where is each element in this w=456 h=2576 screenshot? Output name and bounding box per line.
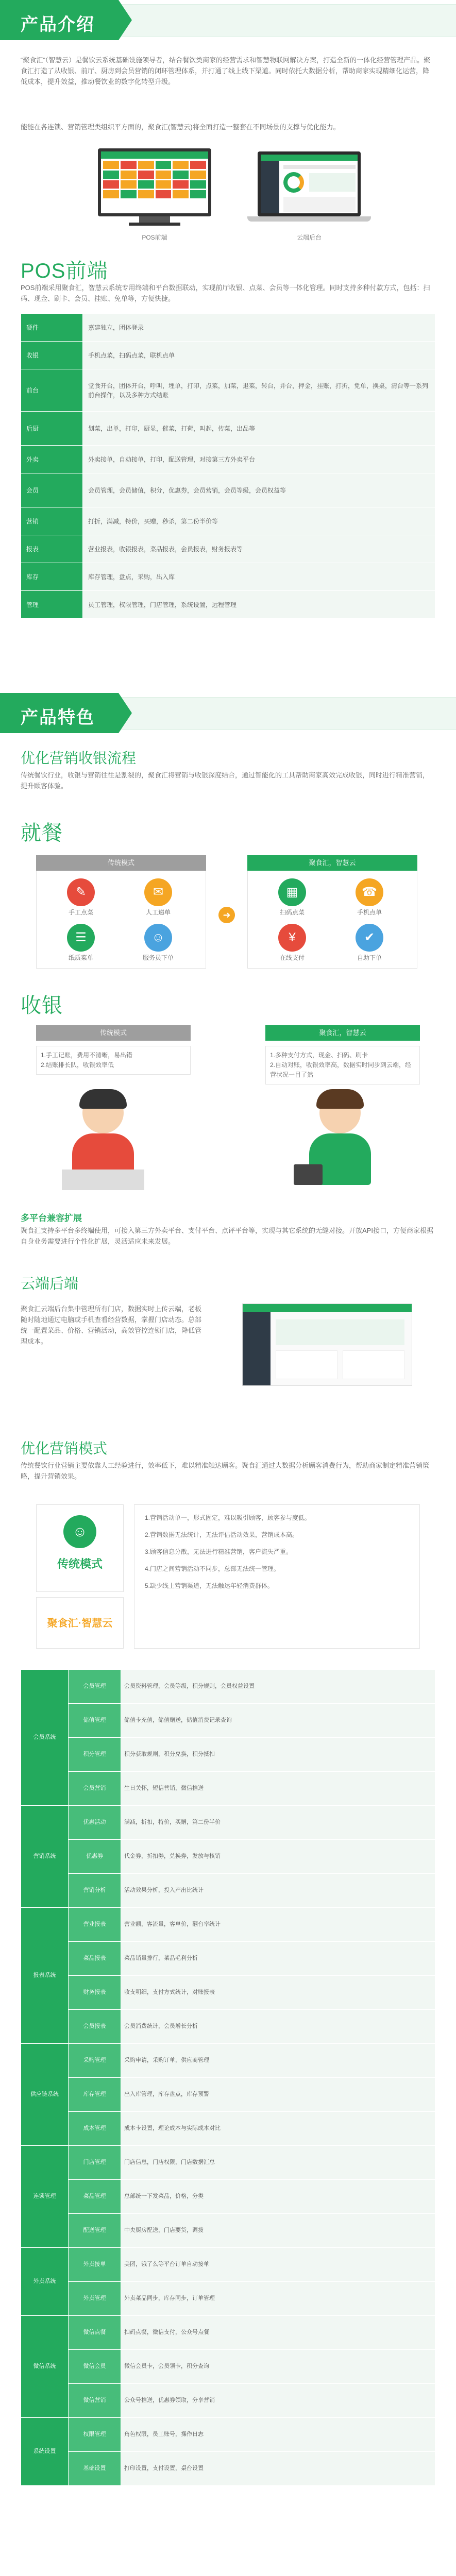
pos-table-row [21,535,435,563]
old-cashier-text: 1.手工记账，费用不清晰，易出错 2.结账排长队，收银效率低 [36,1046,191,1075]
module-group: 外卖系统 [21,2248,69,2316]
module-row [21,2248,435,2282]
module-detail: 门店信息，门店权限，门店数据汇总 [121,2146,435,2180]
pos-terminal-image [88,146,222,229]
pen-icon: ✎ [67,878,95,906]
section-title: 产品介绍 [21,15,95,35]
module-row [21,1840,435,1874]
yuan-icon: ¥ [278,924,306,952]
dining-label: 手机点单 [357,909,382,916]
old-mode-badge [36,1504,124,1592]
marketing-title: 优化营销模式 [21,1440,108,1456]
module-row [21,2350,435,2384]
person-icon: ☺ [144,924,172,952]
module-detail: 微信会员卡，会员领卡，积分查询 [121,2350,435,2384]
cloud-title: 云端后端 [21,1276,79,1292]
row-key: 前台 [21,369,83,412]
dining-label: 在线支付 [279,954,305,961]
module-name: 外卖管理 [69,2282,121,2316]
row-key: 会员 [21,473,83,507]
row-value: 员工管理，权限管理，门店管理，系统设置，远程管理 [83,591,435,619]
row-key: 外卖 [21,446,83,473]
module-group: 连锁管理 [21,2146,69,2248]
row-value: 外卖接单，自动接单，打印，配送管理，对接第三方外卖平台 [83,446,435,473]
multi-platform-description: 聚食汇支持多平台多终端使用，可接入第三方外卖平台、支付平台、点评平台等，实现与其它系统的无缝对接。开放API接口，方便商家根据自身业务需要进行个性化扩展，灵活适应未来发展。 [21,1227,433,1245]
pain-point: 4.门店之间营销活动不同步，总部无法统一管理。 [145,1565,280,1572]
pos-table-row [21,314,435,342]
image-caption: 云端后台 [296,234,322,241]
module-detail: 采购申请，采购订单，供应商管理 [121,2044,435,2078]
module-group: 报表系统 [21,1908,69,2044]
brand-logo-text: 聚食汇·智慧云 [47,1618,113,1629]
dining-title: 就餐 [21,822,63,844]
row-key: 报表 [21,535,83,563]
row-key: 后厨 [21,412,83,446]
module-detail: 积分获取规则，积分兑换，积分抵扣 [121,1738,435,1772]
stressed-cashier-illustration [62,1092,144,1190]
module-row [21,2316,435,2350]
module-detail: 营业额，客流量，客单价，翻台率统计 [121,1908,435,1942]
module-detail: 会员消费统计，会员增长分析 [121,2010,435,2044]
new-cashier-text: 1.多种支付方式，现金、扫码、刷卡 2.自动对账，收银效率高，数据实时同步到云端，经营状况一目了然 [265,1046,420,1084]
pos-description: POS前端采用聚食汇，智慧云系统专用终端和平台数据联动，实现前厅收银、点菜、会员等一体化管理。同时支持多种付款方式，包括：扫码、现金、刷卡、会员、挂账、免单等，方便快捷。 [21,284,430,302]
module-name: 基础设置 [69,2452,121,2486]
module-detail: 收支明细，支付方式统计，对账报表 [121,1976,435,2010]
new-mode-header: 聚食汇，智慧云 [247,855,417,871]
module-name: 权限管理 [69,2418,121,2452]
module-name: 会员报表 [69,2010,121,2044]
pos-table-row [21,412,435,446]
module-table [21,1669,435,2486]
module-row [21,2146,435,2180]
row-value: 库存管理，盘点，采购，出入库 [83,563,435,591]
module-name: 采购管理 [69,2044,121,2078]
qr-code-icon: ▦ [278,878,306,906]
module-row [21,2078,435,2112]
envelope-icon: ✉ [144,878,172,906]
module-name: 营业报表 [69,1908,121,1942]
module-detail: 外卖菜品同步，库存同步，订单管理 [121,2282,435,2316]
pain-point: 1.营销活动单一，形式固定，难以吸引顾客，顾客参与度低。 [145,1514,311,1521]
module-row [21,2112,435,2146]
module-row [21,1806,435,1840]
module-name: 菜品报表 [69,1942,121,1976]
module-detail: 满减，折扣，特价，买赠，第二份半价 [121,1806,435,1840]
module-name: 积分管理 [69,1738,121,1772]
module-detail: 生日关怀，短信营销，微信推送 [121,1772,435,1806]
module-name: 财务报表 [69,1976,121,2010]
module-detail: 公众号推送，优惠券领取，分享营销 [121,2384,435,2418]
module-detail: 菜品销量排行，菜品毛利分析 [121,1942,435,1976]
pos-table-row [21,446,435,473]
dining-label: 服务员下单 [142,954,174,961]
section-title: 产品特色 [21,708,95,727]
module-detail: 储值卡充值，储值赠送，储值消费记录查询 [121,1704,435,1738]
row-value: 划菜，出单，打印，厨显，催菜，打荷，叫起，传菜，出品等 [83,412,435,446]
module-row [21,2282,435,2316]
intro-paragraph-2: 能能在各连锁、营销管理类组织平方面的，聚食汇(智慧云)将全面打造一整套在不同场景的支撑与优化能力。 [21,123,340,131]
row-value: 嘉建独立，团体登录 [83,314,435,342]
row-key: 收银 [21,342,83,369]
new-mode-header: 聚食汇，智慧云 [265,1025,420,1041]
row-key: 硬件 [21,314,83,342]
module-detail: 出入库管理，库存盘点，库存预警 [121,2078,435,2112]
module-name: 库存管理 [69,2078,121,2112]
module-name: 外卖接单 [69,2248,121,2282]
module-row [21,2010,435,2044]
row-value: 打折，满减，特价，买赠，秒杀，第二份半价等 [83,507,435,535]
advantage-title: 优化营销收银流程 [21,750,137,766]
module-detail: 成本卡设置，理论成本与实际成本对比 [121,2112,435,2146]
pain-point: 3.顾客信息分散，无法进行精准营销，客户流失严重。 [145,1548,293,1555]
module-row [21,1738,435,1772]
module-row [21,1976,435,2010]
dining-label: 人工递单 [145,909,171,916]
module-detail: 扫码点餐，微信支付，公众号点餐 [121,2316,435,2350]
module-row [21,1772,435,1806]
row-key: 库存 [21,563,83,591]
module-name: 优惠券 [69,1840,121,1874]
module-row [21,1670,435,1704]
pos-table-row [21,369,435,412]
module-name: 成本管理 [69,2112,121,2146]
module-row [21,1704,435,1738]
new-mode-badge [36,1597,124,1649]
pos-title: POS前端 [21,260,108,282]
image-caption: POS前端 [142,234,167,241]
pos-table-row [21,507,435,535]
module-row [21,2452,435,2486]
module-name: 会员管理 [69,1670,121,1704]
pos-table-row [21,342,435,369]
module-name: 优惠活动 [69,1806,121,1840]
arrow-right-icon: ➜ [218,907,235,923]
module-name: 营销分析 [69,1874,121,1908]
pos-table-row [21,591,435,619]
module-row [21,2384,435,2418]
dining-label: 自助下单 [357,954,382,961]
cloud-description: 聚食汇云端后台集中管理所有门店，数据实时上传云端，老板随时随地通过电脑或手机查看经营数据，掌握门店动态。总部统一配置菜品、价格、营销活动，高效管控连锁门店，降低管理成本。 [21,1305,202,1345]
module-detail: 打印设置，支付设置，桌台设置 [121,2452,435,2486]
module-group: 会员系统 [21,1670,69,1806]
marketing-pain-points [134,1504,420,1649]
module-name: 微信营销 [69,2384,121,2418]
row-key: 营销 [21,507,83,535]
module-row [21,1874,435,1908]
pos-table-row [21,473,435,507]
old-mode-header: 传统模式 [36,855,206,871]
old-mode-label: 传统模式 [57,1557,103,1570]
module-row [21,2214,435,2248]
check-icon: ✔ [356,924,383,952]
module-detail: 总部统一下发菜品，价格，分类 [121,2180,435,2214]
module-detail: 活动效果分析，投入产出比统计 [121,1874,435,1908]
module-row [21,2044,435,2078]
person-icon: ☺ [63,1515,96,1548]
module-name: 菜品管理 [69,2180,121,2214]
happy-cashier-illustration [294,1092,386,1190]
menu-icon: ☰ [67,924,95,952]
row-value: 堂食开台，团体开台，呼叫，埋单，打印，点菜，加菜，退菜，转台，并台，押金，挂账，打折，免单，换桌，清台等一系列前台操作，以及多种方式结账 [83,369,435,412]
dining-label: 手工点菜 [68,909,93,916]
dining-label: 纸质菜单 [68,954,93,961]
module-group: 供应链系统 [21,2044,69,2146]
module-row [21,2418,435,2452]
module-name: 门店管理 [69,2146,121,2180]
module-name: 储值管理 [69,1704,121,1738]
module-detail: 会员资料管理，会员等级，积分规则，会员权益设置 [121,1670,435,1704]
row-value: 营业报表，收银报表，菜品报表，会员报表，财务报表等 [83,535,435,563]
module-group: 营销系统 [21,1806,69,1908]
dining-label: 扫码点菜 [279,909,305,916]
pain-point: 5.缺少线上营销渠道，无法触达年轻消费群体。 [145,1582,274,1589]
module-detail: 代金券，折扣券，兑换券，发放与核销 [121,1840,435,1874]
intro-paragraph: “聚食汇”（智慧云）是餐饮云系统基础设施领导者，结合餐饮类商家的经营需求和智慧物联网解决方案，打造全新的一体化经营管理产品。聚食汇打造了从收银、前厅、厨房到会员营销的闭环管理体系，并打通了线上线下渠道。同时依托大数据分析，帮助商家实现精细化运营，降低成本，提升效益，推动餐饮业的数字化转型升级。 [21,56,431,86]
module-detail: 角色权限，员工账号，操作日志 [121,2418,435,2452]
module-row [21,2180,435,2214]
module-name: 会员营销 [69,1772,121,1806]
section-header-intro [0,0,456,40]
pos-feature-table [21,313,435,619]
module-name: 配送管理 [69,2214,121,2248]
module-group: 系统设置 [21,2418,69,2486]
row-key: 管理 [21,591,83,619]
module-detail: 中央厨房配送，门店要货，调拨 [121,2214,435,2248]
module-detail: 美团，饿了么等平台订单自动接单 [121,2248,435,2282]
module-row [21,1908,435,1942]
section-header-features [0,693,456,733]
marketing-description: 传统餐饮行业营销主要依靠人工经验进行，效率低下，难以精准触达顾客。聚食汇通过大数据分析顾客消费行为，帮助商家制定精准营销策略，提升营销效果。 [21,1462,430,1480]
multi-platform-title: 多平台兼容扩展 [21,1213,82,1223]
module-name: 微信点餐 [69,2316,121,2350]
old-mode-header: 传统模式 [36,1025,191,1041]
module-name: 微信会员 [69,2350,121,2384]
row-value: 手机点菜，扫码点菜，联机点单 [83,342,435,369]
module-group: 微信系统 [21,2316,69,2418]
cloud-dashboard-screenshot [242,1303,412,1386]
cashier-title: 收银 [21,994,63,1017]
advantage-description: 传统餐饮行业，收银与营销往往是割裂的，聚食汇将营销与收银深度结合，通过智能化的工具帮助商家高效完成收银，同时进行精准营销，提升顾客体验。 [21,771,430,790]
module-row [21,1942,435,1976]
pain-point: 2.营销数据无法统计，无法评估活动效果，营销成本高。 [145,1531,299,1538]
phone-icon: ☎ [356,878,383,906]
cloud-dashboard-image [242,149,376,232]
pos-table-row [21,563,435,591]
row-value: 会员管理，会员储值，积分，优惠券，会员营销，会员等级，会员权益等 [83,473,435,507]
